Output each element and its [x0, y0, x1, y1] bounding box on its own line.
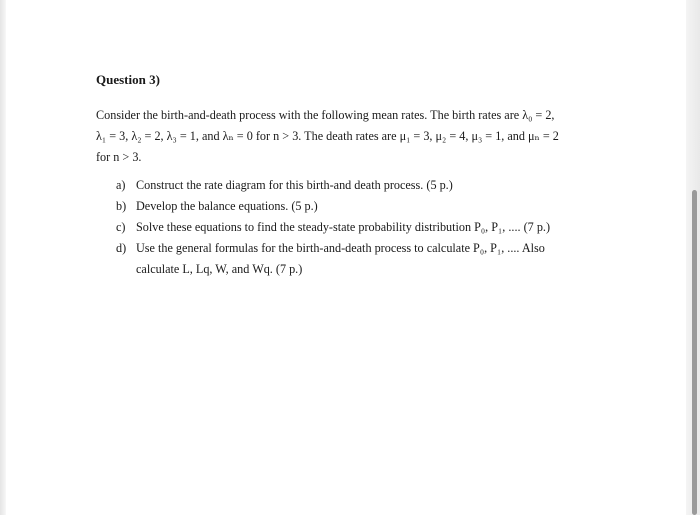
left-page-edge — [0, 0, 6, 515]
question-parts — [116, 175, 616, 280]
question-title: Question 3) — [96, 72, 160, 87]
part-d-continuation: calculate L, Lq, W, and Wq. (7 p.) — [136, 262, 303, 276]
part-label: c) — [116, 220, 126, 234]
part-text: Use the general formulas for the birth-and-death process to calculate P₀, P₁, .... Also — [136, 241, 545, 255]
part-label: d) — [116, 241, 127, 255]
intro-line: for n > 3. — [96, 150, 142, 164]
part-a — [116, 175, 616, 196]
part-label: a) — [116, 178, 126, 192]
part-label: b) — [116, 199, 127, 213]
vertical-scrollbar[interactable] — [692, 190, 697, 515]
intro-line: λ₁ = 3, λ₂ = 2, λ₃ = 1, and λₙ = 0 for n > 3. The death rates are μ₁ = 3, μ₂ = 4, μ₃ = 1, and μₙ = 2 — [96, 129, 559, 143]
question-intro — [96, 105, 616, 168]
part-text: Develop the balance equations. (5 p.) — [136, 199, 318, 213]
part-text: Solve these equations to find the steady-state probability distribution P₀, P₁, .... (7 p.) — [136, 220, 551, 234]
part-c — [116, 217, 616, 238]
intro-line: Consider the birth-and-death process with the following mean rates. The birth rates are λ₀ = 2, — [96, 108, 555, 122]
part-d — [116, 238, 616, 259]
part-text: Construct the rate diagram for this birth-and death process. (5 p.) — [136, 178, 453, 192]
part-b — [116, 196, 616, 217]
